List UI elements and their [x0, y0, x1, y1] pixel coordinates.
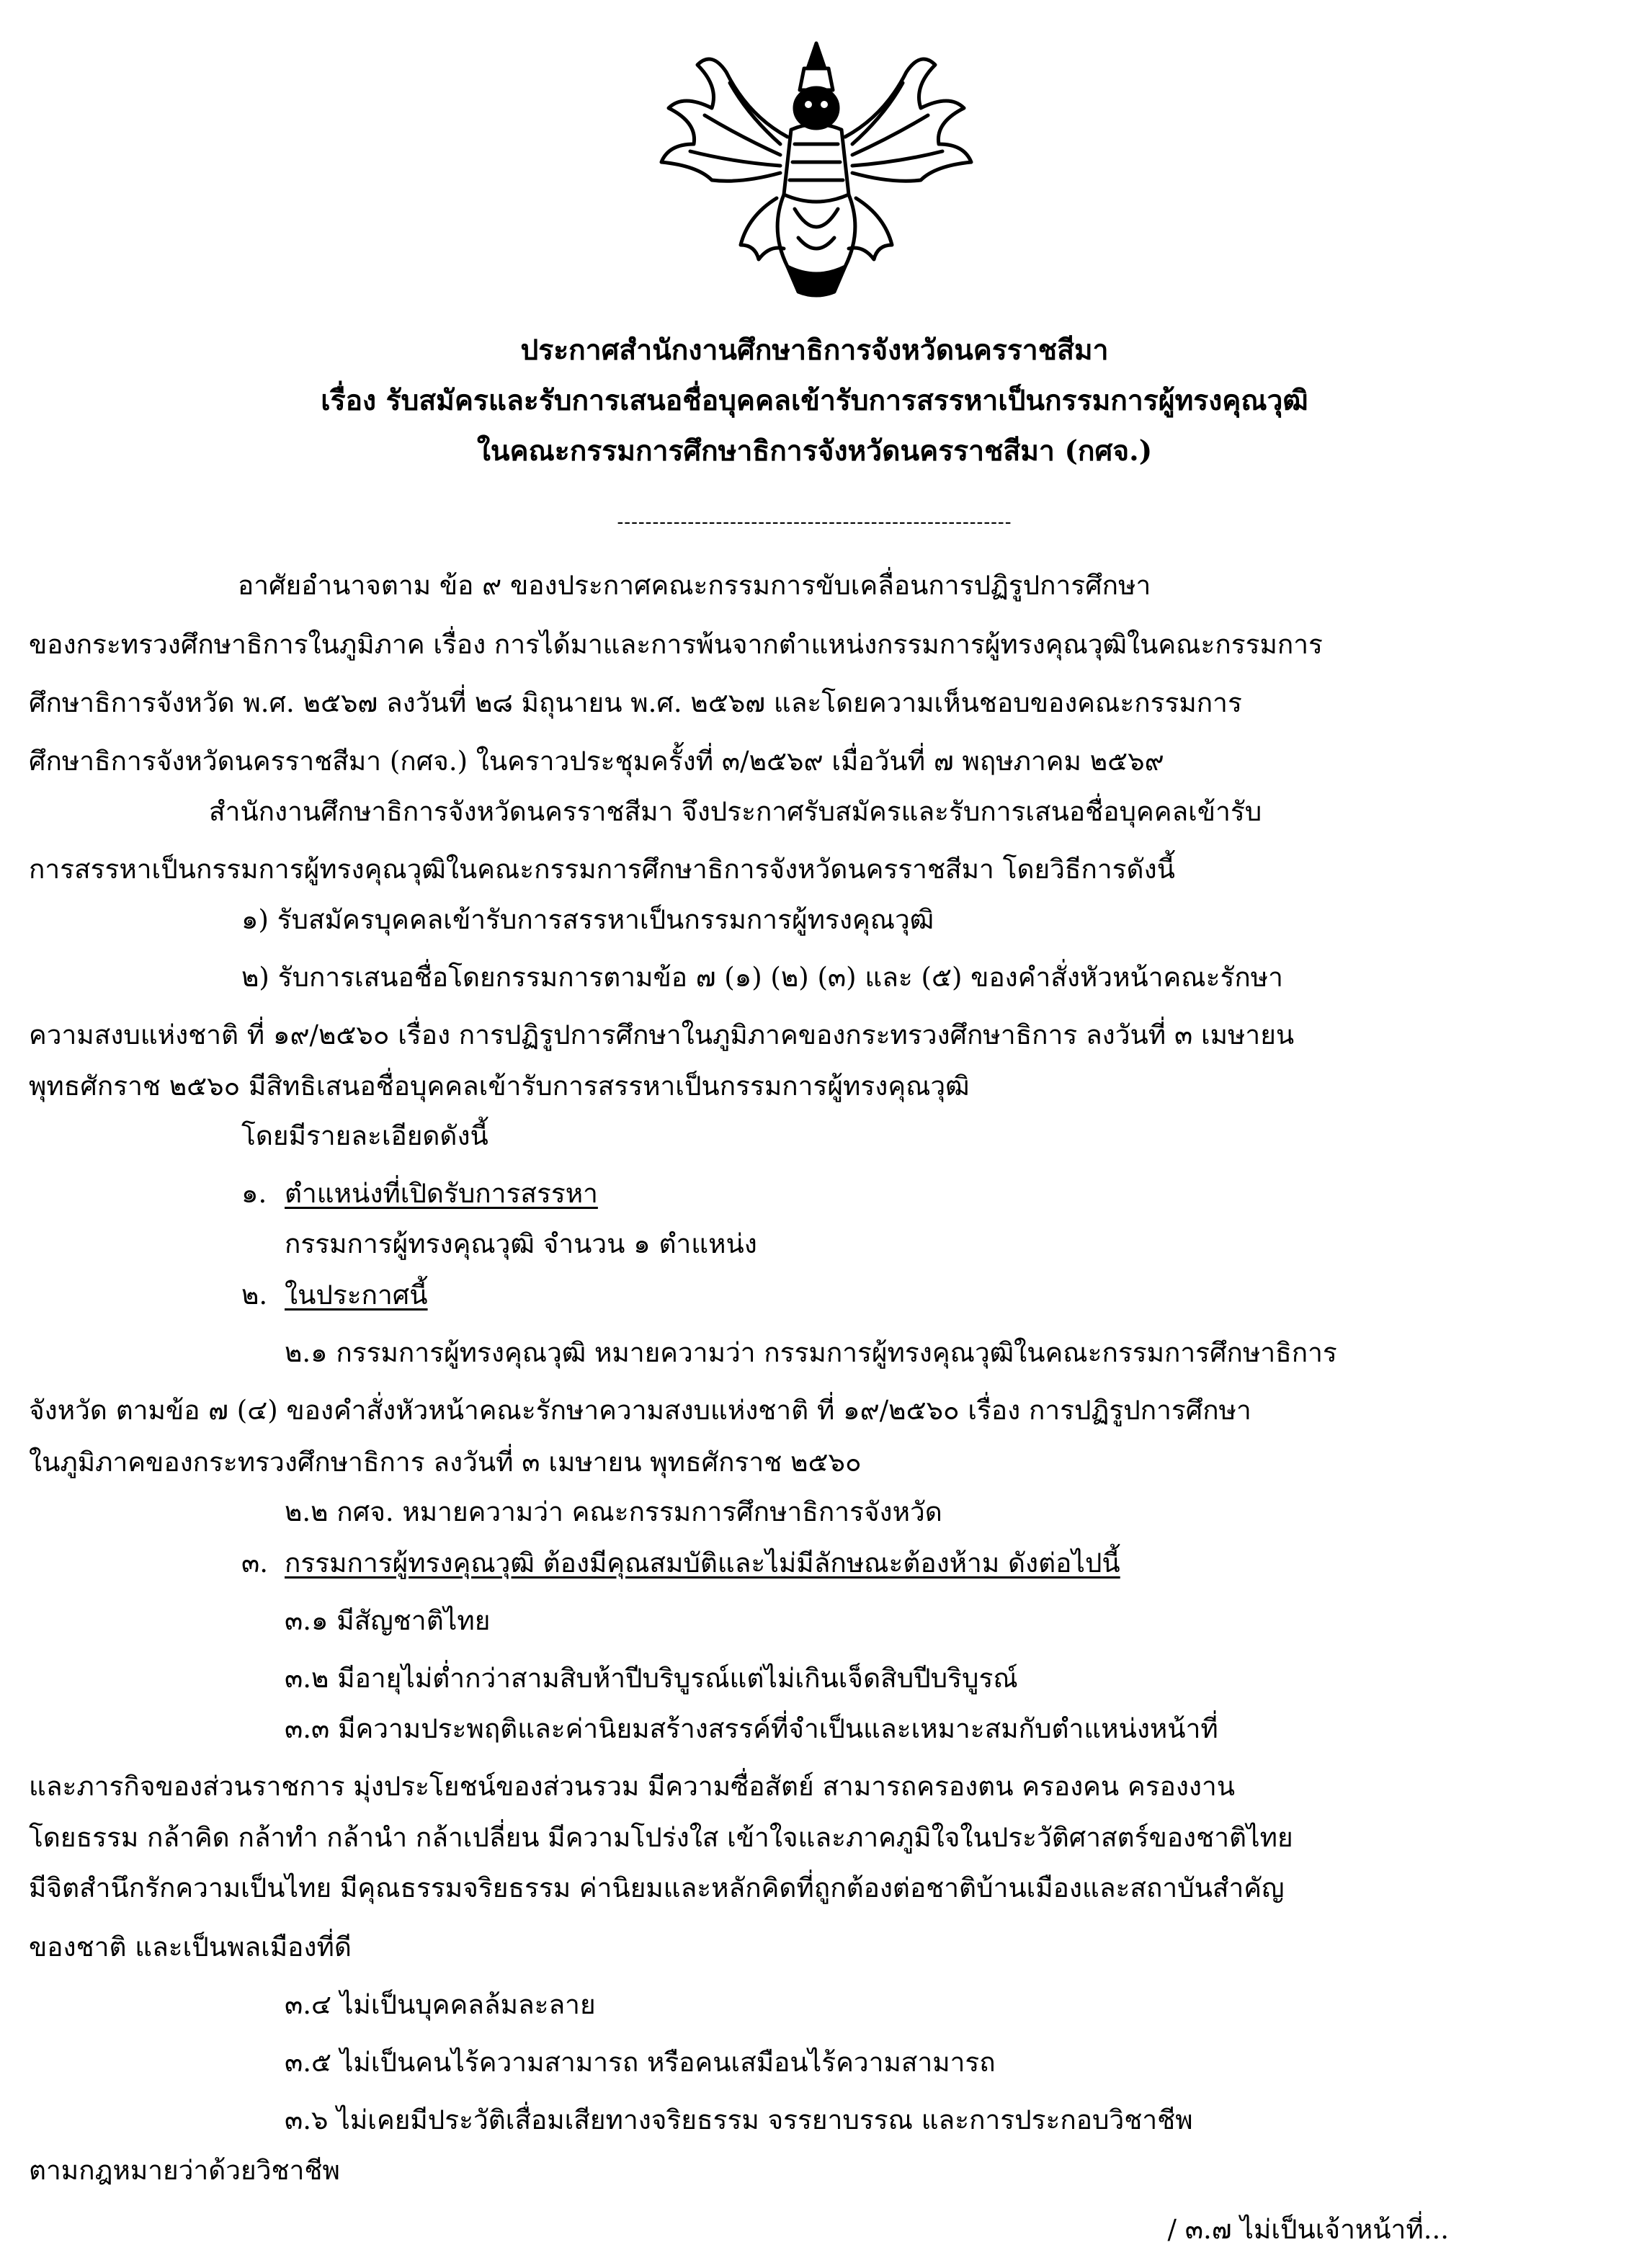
body-line: จังหวัด ตามข้อ ๗ (๔) ของคำสั่งหัวหน้าคณะรักษาความสงบแห่งชาติ ที่ ๑๙/๒๕๖๐ เรื่อง การปฏิรูปการศึกษา	[29, 1395, 1251, 1426]
body-line: ศึกษาธิการจังหวัด พ.ศ. ๒๕๖๗ ลงวันที่ ๒๘ มิถุนายน พ.ศ. ๒๕๖๗ และโดยความเห็นชอบของคณะกรรมการ	[29, 687, 1242, 718]
body-line: ความสงบแห่งชาติ ที่ ๑๙/๒๕๖๐ เรื่อง การปฏิรูปการศึกษาในภูมิภาคของกระทรวงศึกษาธิการ ลงวันที่ ๓ เมษายน	[29, 1019, 1295, 1050]
section-heading: ในประกาศนี้	[285, 1280, 428, 1311]
body-line: ๓.๓ มีความประพฤติและค่านิยมสร้างสรรค์ที่จำเป็นและเหมาะสมกับตำแหน่งหน้าที่	[285, 1713, 1218, 1744]
body-line: สำนักงานศึกษาธิการจังหวัดนครราชสีมา จึงประกาศรับสมัครและรับการเสนอชื่อบุคคลเข้ารับ	[209, 796, 1262, 827]
continuation-note: / ๓.๗ ไม่เป็นเจ้าหน้าที่...	[1167, 2214, 1449, 2245]
garuda-emblem-icon	[604, 29, 1029, 303]
body-line: ๑) รับสมัครบุคคลเข้ารับการสรรหาเป็นกรรมการผู้ทรงคุณวุฒิ	[241, 904, 934, 935]
title-divider: --------------------------------------------------------	[617, 512, 1012, 533]
body-line: ๓.๑ มีสัญชาติไทย	[285, 1605, 491, 1636]
section-heading: กรรมการผู้ทรงคุณวุฒิ ต้องมีคุณสมบัติและไม่มีลักษณะต้องห้าม ดังต่อไปนี้	[285, 1548, 1120, 1579]
body-line: ๒.๑ กรรมการผู้ทรงคุณวุฒิ หมายความว่า กรรมการผู้ทรงคุณวุฒิในคณะกรรมการศึกษาธิการ	[285, 1337, 1337, 1368]
section-number: ๒.	[241, 1280, 268, 1311]
body-line: ของกระทรวงศึกษาธิการในภูมิภาค เรื่อง การได้มาและการพ้นจากตำแหน่งกรรมการผู้ทรงคุณวุฒิในคณะกรรมการ	[29, 629, 1323, 660]
body-line: ๓.๔ ไม่เป็นบุคคลล้มละลาย	[285, 1989, 596, 2020]
body-line: ตามกฎหมายว่าด้วยวิชาชีพ	[29, 2155, 340, 2186]
title-line-1: ประกาศสำนักงานศึกษาธิการจังหวัดนครราชสีมา	[520, 334, 1109, 367]
body-line: อาศัยอำนาจตาม ข้อ ๙ ของประกาศคณะกรรมการขับเคลื่อนการปฏิรูปการศึกษา	[238, 570, 1151, 601]
body-line: โดยมีรายละเอียดดังนี้	[241, 1120, 488, 1151]
body-line: ของชาติ และเป็นพลเมืองที่ดี	[29, 1932, 352, 1963]
body-line: และภารกิจของส่วนราชการ มุ่งประโยชน์ของส่วนรวม มีความซื่อสัตย์ สามารถครองตน ครองคน ครองงาน	[29, 1771, 1236, 1802]
body-line: โดยธรรม กล้าคิด กล้าทำ กล้านำ กล้าเปลี่ยน มีความโปร่งใส เข้าใจและภาคภูมิใจในประวัติศาสตร์ของชาติไทย	[29, 1822, 1293, 1853]
body-line: ๓.๕ ไม่เป็นคนไร้ความสามารถ หรือคนเสมือนไร้ความสามารถ	[285, 2047, 996, 2078]
body-line: กรรมการผู้ทรงคุณวุฒิ จำนวน ๑ ตำแหน่ง	[285, 1228, 757, 1259]
title-line-2: เรื่อง รับสมัครและรับการเสนอชื่อบุคคลเข้ารับการสรรหาเป็นกรรมการผู้ทรงคุณวุฒิ	[321, 384, 1308, 417]
section-number: ๑.	[241, 1178, 267, 1209]
body-line: ในภูมิภาคของกระทรวงศึกษาธิการ ลงวันที่ ๓ เมษายน พุทธศักราช ๒๕๖๐	[29, 1447, 862, 1478]
body-line: ๒) รับการเสนอชื่อโดยกรรมการตามข้อ ๗ (๑) (๒) (๓) และ (๕) ของคำสั่งหัวหน้าคณะรักษา	[241, 962, 1283, 993]
body-line: ๒.๒ กศจ. หมายความว่า คณะกรรมการศึกษาธิการจังหวัด	[285, 1496, 942, 1527]
body-line: ๓.๒ มีอายุไม่ต่ำกว่าสามสิบห้าปีบริบูรณ์แต่ไม่เกินเจ็ดสิบปีบริบูรณ์	[285, 1663, 1018, 1694]
body-line: ๓.๖ ไม่เคยมีประวัติเสื่อมเสียทางจริยธรรม จรรยาบรรณ และการประกอบวิชาชีพ	[285, 2104, 1193, 2135]
body-line: การสรรหาเป็นกรรมการผู้ทรงคุณวุฒิในคณะกรรมการศึกษาธิการจังหวัดนครราชสีมา โดยวิธีการดังนี้	[29, 854, 1175, 885]
title-line-3: ในคณะกรรมการศึกษาธิการจังหวัดนครราชสีมา (กศจ.)	[476, 434, 1153, 468]
section-heading: ตำแหน่งที่เปิดรับการสรรหา	[285, 1178, 598, 1209]
announcement-title	[0, 333, 1629, 484]
body-line: พุทธศักราช ๒๕๖๐ มีสิทธิเสนอชื่อบุคคลเข้ารับการสรรหาเป็นกรรมการผู้ทรงคุณวุฒิ	[29, 1071, 970, 1102]
section-number: ๓.	[241, 1548, 269, 1579]
body-line: มีจิตสำนึกรักความเป็นไทย มีคุณธรรมจริยธรรม ค่านิยมและหลักคิดที่ถูกต้องต่อชาติบ้านเมืองและสถาบันสำคัญ	[29, 1872, 1285, 1903]
body-line: ศึกษาธิการจังหวัดนครราชสีมา (กศจ.) ในคราวประชุมครั้งที่ ๓/๒๕๖๙ เมื่อวันที่ ๗ พฤษภาคม ๒๕๖๙	[29, 746, 1164, 777]
